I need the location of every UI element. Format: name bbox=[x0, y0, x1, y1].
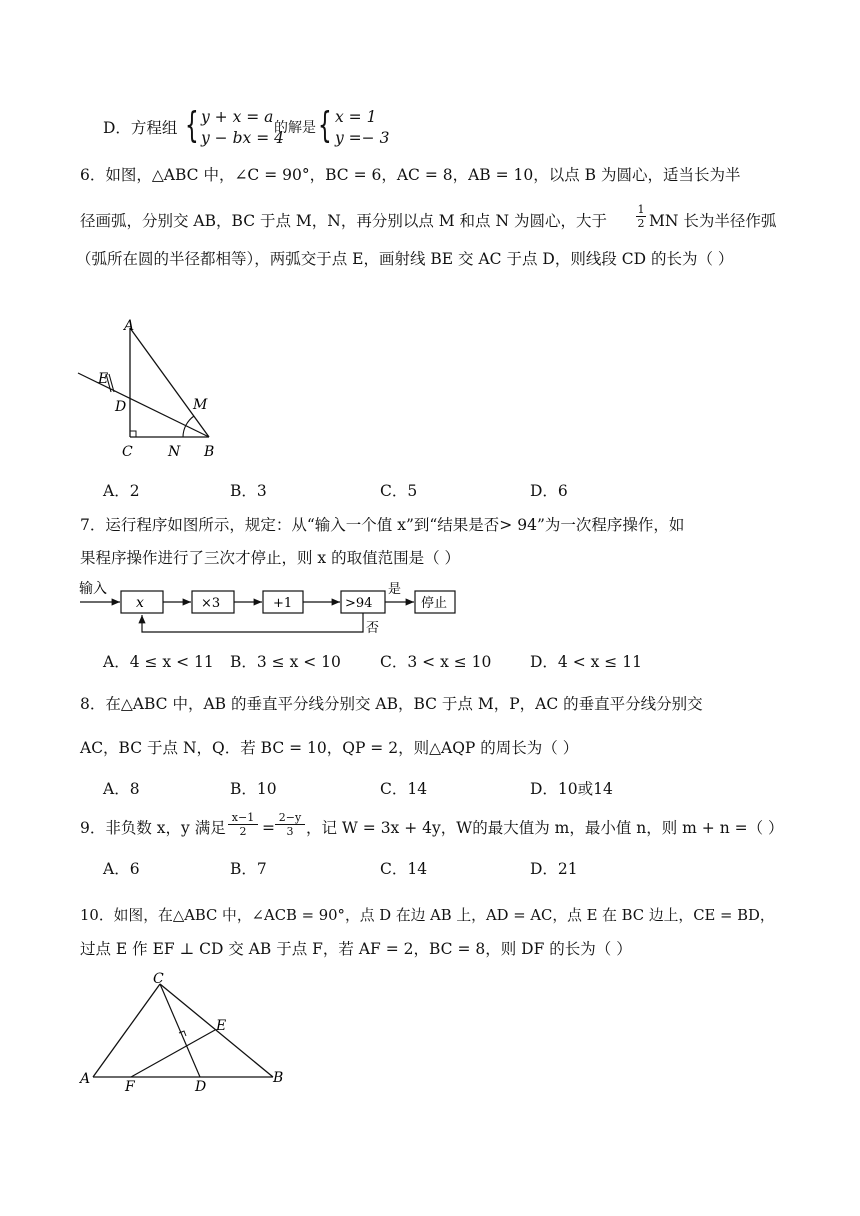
q9-option-a: A．6 bbox=[103, 860, 140, 878]
q7-line2: 果程序操作进行了三次才停止，则 x 的取值范围是（ ） bbox=[80, 549, 461, 567]
q10-label-c: C bbox=[153, 971, 164, 987]
q5d-right-brace: { bbox=[318, 105, 332, 146]
q9-fraction-1-num: x−1 bbox=[228, 811, 258, 825]
q5d-solution-y: y =− 3 bbox=[335, 129, 390, 147]
q7-box-gt94-text: >94 bbox=[345, 596, 373, 611]
q6-label-c: C bbox=[122, 444, 133, 460]
q10-segment-cd bbox=[160, 984, 200, 1077]
q6-label-n: N bbox=[168, 444, 181, 460]
q6-option-b: B．3 bbox=[230, 482, 267, 500]
q9-fraction-1-den: 2 bbox=[239, 825, 247, 838]
q10-line2: 过点 E 作 EF ⊥ CD 交 AB 于点 F，若 AF = 2，BC = 8，则 DF 的长为（ ） bbox=[80, 940, 632, 958]
q9-option-d: D．21 bbox=[530, 860, 578, 878]
q5d-system-eq1: y + x = a bbox=[201, 108, 274, 126]
q7-input-label: 输入 bbox=[79, 581, 107, 597]
q8-option-c: C．14 bbox=[380, 780, 428, 798]
q10-label-e: E bbox=[216, 1018, 227, 1034]
q9-fraction-2 bbox=[275, 811, 305, 838]
q6-line2-part2: MN 长为半径作弧 bbox=[649, 212, 777, 230]
q10-side-ac bbox=[93, 984, 160, 1077]
q8-line1: 8．在△ABC 中，AB 的垂直平分线分别交 AB，BC 于点 M，P，AC 的垂直平分线分别交 bbox=[80, 695, 703, 713]
q6-label-b: B bbox=[204, 444, 215, 460]
q6-fraction-den: 2 bbox=[637, 217, 645, 230]
q10-line1: 10．如图，在△ABC 中，∠ACB = 90°，点 D 在边 AB 上，AD = AC，点 E 在 BC 边上，CE = BD， bbox=[80, 907, 775, 924]
q10-segment-ef bbox=[131, 1030, 215, 1077]
q7-option-d: D．4 < x ≤ 11 bbox=[530, 653, 642, 671]
q8-option-a: A．8 bbox=[103, 780, 140, 798]
q10-label-f: F bbox=[125, 1079, 135, 1095]
q10-label-a: A bbox=[80, 1071, 91, 1087]
q8-line2: AC，BC 于点 N，Q．若 BC = 10，QP = 2，则△AQP 的周长为（ ） bbox=[80, 739, 579, 757]
q5d-mid-text: 的解是 bbox=[274, 120, 316, 136]
q10-label-b: B bbox=[273, 1070, 284, 1086]
q9-equals: = bbox=[262, 819, 275, 837]
q5d-label: D．方程组 bbox=[103, 119, 178, 137]
q7-line1: 7．运行程序如图所示，规定：从“输入一个值 x”到“结果是否> 94”为一次程序操作，如 bbox=[80, 516, 685, 534]
q5d-solution-x: x = 1 bbox=[335, 108, 377, 126]
q9-fraction-1 bbox=[228, 811, 258, 838]
q5d-left-brace: { bbox=[185, 105, 199, 146]
q6-line3: （弧所在圆的半径都相等），两弧交于点 E，画射线 BE 交 AC 于点 D，则线段 CD 的长为（ ） bbox=[76, 250, 734, 268]
q9-option-c: C．14 bbox=[380, 860, 428, 878]
q5-option-d bbox=[103, 118, 177, 138]
q6-line1: 6．如图，△ABC 中，∠C = 90°，BC = 6，AC = 8，AB = 10，以点 B 为圆心，适当长为半 bbox=[80, 166, 741, 184]
q7-flowchart bbox=[75, 575, 475, 645]
q6-label-a: A bbox=[124, 318, 135, 334]
q10-label-d: D bbox=[195, 1079, 207, 1095]
q10-triangle-figure bbox=[75, 970, 295, 1095]
q8-option-d: D．10或14 bbox=[530, 780, 613, 798]
q9-suffix: ，记 W = 3x + 4y，W的最大值为 m，最小值 n，则 m + n =（ ） bbox=[306, 819, 784, 837]
q9-fraction-2-den: 3 bbox=[286, 825, 294, 838]
q6-fraction-num: 1 bbox=[637, 203, 645, 216]
q7-option-c: C．3 < x ≤ 10 bbox=[380, 653, 492, 671]
q6-option-a: A．2 bbox=[103, 482, 140, 500]
q6-line2-part1: 径画弧，分别交 AB，BC 于点 M，N，再分别以点 M 和点 N 为圆心，大于 bbox=[80, 212, 607, 230]
q9-prefix: 9．非负数 x，y 满足 bbox=[80, 819, 226, 837]
q9-fraction-2-num: 2−y bbox=[275, 811, 305, 825]
q6-option-c: C．5 bbox=[380, 482, 418, 500]
q7-box-times3-text: ×3 bbox=[201, 596, 221, 611]
q9-option-b: B．7 bbox=[230, 860, 267, 878]
q6-fraction bbox=[636, 203, 646, 230]
q7-option-a: A．4 ≤ x < 11 bbox=[103, 653, 214, 671]
q7-box-plus1-text: +1 bbox=[273, 596, 293, 611]
q6-option-d: D．6 bbox=[530, 482, 568, 500]
q6-label-m: M bbox=[193, 397, 208, 413]
q7-loop-line bbox=[142, 613, 363, 632]
q7-no-label: 否 bbox=[366, 621, 380, 636]
q6-label-e: E bbox=[98, 371, 109, 387]
q5d-system-eq2: y − bx = 4 bbox=[201, 129, 284, 147]
q8-option-b: B．10 bbox=[230, 780, 277, 798]
q7-box-x-text: x bbox=[136, 595, 144, 611]
q6-right-angle-mark bbox=[130, 431, 136, 437]
q7-option-b: B．3 ≤ x < 10 bbox=[230, 653, 341, 671]
q6-label-d: D bbox=[115, 399, 127, 415]
q7-yes-label: 是 bbox=[388, 582, 402, 597]
q6-triangle-figure bbox=[70, 310, 240, 470]
q6-side-ab bbox=[130, 328, 209, 437]
q7-box-stop-text: 停止 bbox=[421, 596, 448, 611]
